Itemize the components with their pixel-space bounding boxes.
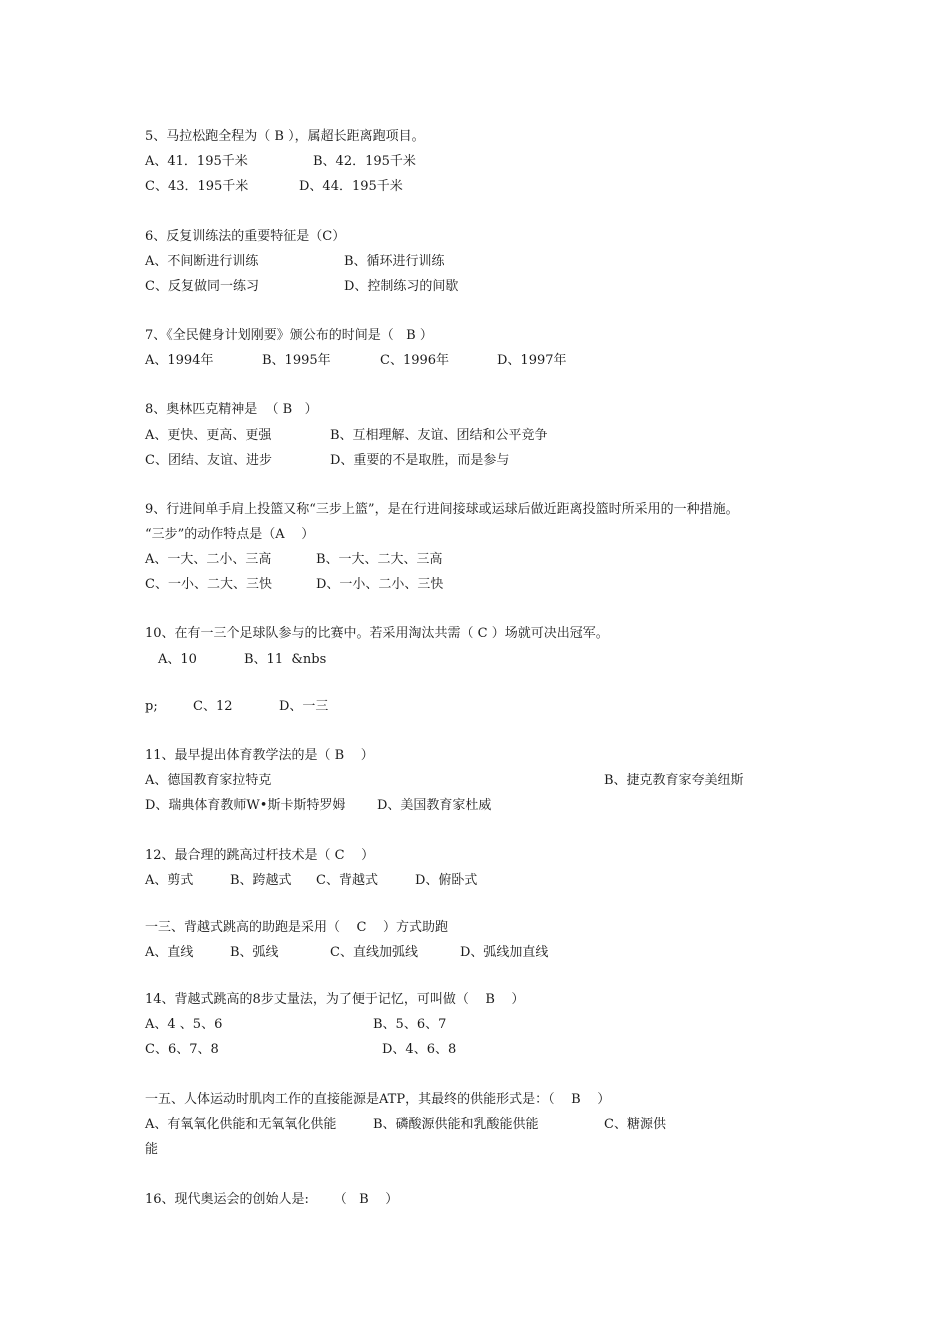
question-16: 16、现代奥运会的创始人是: （ B ） [145, 1192, 399, 1207]
option-15c-wrap: 能 [145, 1142, 159, 1157]
option-10c: C、12 [193, 699, 233, 714]
option-11a: A、德国教育家拉特克 [145, 773, 272, 788]
option-10b: B、11 &nbs [244, 652, 327, 667]
option-8b: B、互相理解、友谊、团结和公平竞争 [330, 428, 548, 443]
option-6a: A、不间断进行训练 [145, 254, 259, 269]
question-10: 10、在有一三个足球队参与的比赛中。若采用淘汰共需（ C ）场就可决出冠军。 [145, 626, 609, 641]
option-6b: B、循环进行训练 [344, 254, 445, 269]
option-12b: B、跨越式 [230, 873, 292, 888]
option-14d: D、4、6、8 [382, 1042, 457, 1057]
option-8c: C、团结、友谊、进步 [145, 453, 272, 468]
option-12c: C、背越式 [316, 873, 378, 888]
option-7d: D、1997年 [497, 353, 567, 368]
question-15: 一五、人体运动时肌肉工作的直接能源是ATP，其最终的供能形式是：（ B ） [145, 1092, 611, 1107]
option-14c: C、6、7、8 [145, 1042, 219, 1057]
option-10a: A、10 [158, 652, 197, 667]
option-5d: D、44．195千米 [299, 179, 403, 194]
option-15c: C、糖源供 [604, 1117, 666, 1132]
option-5b: B、42．195千米 [313, 154, 416, 169]
question-5: 5、马拉松跑全程为（ B ），属超长距离跑项目。 [145, 129, 425, 144]
option-13c: C、直线加弧线 [330, 945, 418, 960]
option-5c: C、43．195千米 [145, 179, 249, 194]
option-9d: D、一小、二小、三快 [316, 577, 444, 592]
option-13d: D、弧线加直线 [460, 945, 549, 960]
option-14b: B、5、6、7 [373, 1017, 447, 1032]
question-11: 11、最早提出体育教学法的是（ B ） [145, 748, 374, 763]
option-9b: B、一大、二大、三高 [316, 552, 443, 567]
question-6: 6、反复训练法的重要特征是（C） [145, 229, 346, 244]
question-8: 8、奥林匹克精神是 （ B ） [145, 402, 318, 417]
option-14a: A、4 、5、6 [145, 1017, 223, 1032]
option-8a: A、更快、更高、更强 [145, 428, 272, 443]
question-9: 9、行进间单手肩上投篮又称“三步上篮”，是在行进间接球或运球后做近距离投篮时所采用的一种措施。 [145, 502, 739, 517]
option-8d: D、重要的不是取胜，而是参与 [330, 453, 510, 468]
option-12d: D、俯卧式 [415, 873, 478, 888]
option-6c: C、反复做同一练习 [145, 279, 259, 294]
question-14: 14、背越式跳高的8步丈量法，为了便于记忆，可叫做（ B ） [145, 992, 525, 1007]
option-15b: B、磷酸源供能和乳酸能供能 [373, 1117, 539, 1132]
option-15a: A、有氧氧化供能和无氧氧化供能 [145, 1117, 337, 1132]
option-9c: C、一小、二大、三快 [145, 577, 272, 592]
option-9a: A、一大、二小、三高 [145, 552, 272, 567]
option-11c: D、瑞典体育教师W•斯卡斯特罗姆 [145, 798, 346, 813]
question-13: 一三、背越式跳高的助跑是采用（ C ）方式助跑 [145, 920, 449, 935]
question-9-cont: “三步”的动作特点是（A ） [145, 527, 315, 542]
option-13b: B、弧线 [230, 945, 279, 960]
option-7b: B、1995年 [262, 353, 331, 368]
option-11d: D、美国教育家杜威 [377, 798, 492, 813]
option-6d: D、控制练习的间歇 [344, 279, 459, 294]
option-10d: D、一三 [279, 699, 329, 714]
option-12a: A、剪式 [145, 873, 194, 888]
option-10-fragment: p; [145, 699, 158, 714]
option-7c: C、1996年 [380, 353, 450, 368]
option-5a: A、41．195千米 [145, 154, 248, 169]
option-13a: A、直线 [145, 945, 194, 960]
option-11b: B、捷克教育家夸美纽斯 [604, 773, 744, 788]
question-12: 12、最合理的跳高过杆技术是（ C ） [145, 848, 375, 863]
question-7: 7、《全民健身计划刚要》颁公布的时间是（ B ） [145, 328, 433, 343]
option-7a: A、1994年 [145, 353, 214, 368]
